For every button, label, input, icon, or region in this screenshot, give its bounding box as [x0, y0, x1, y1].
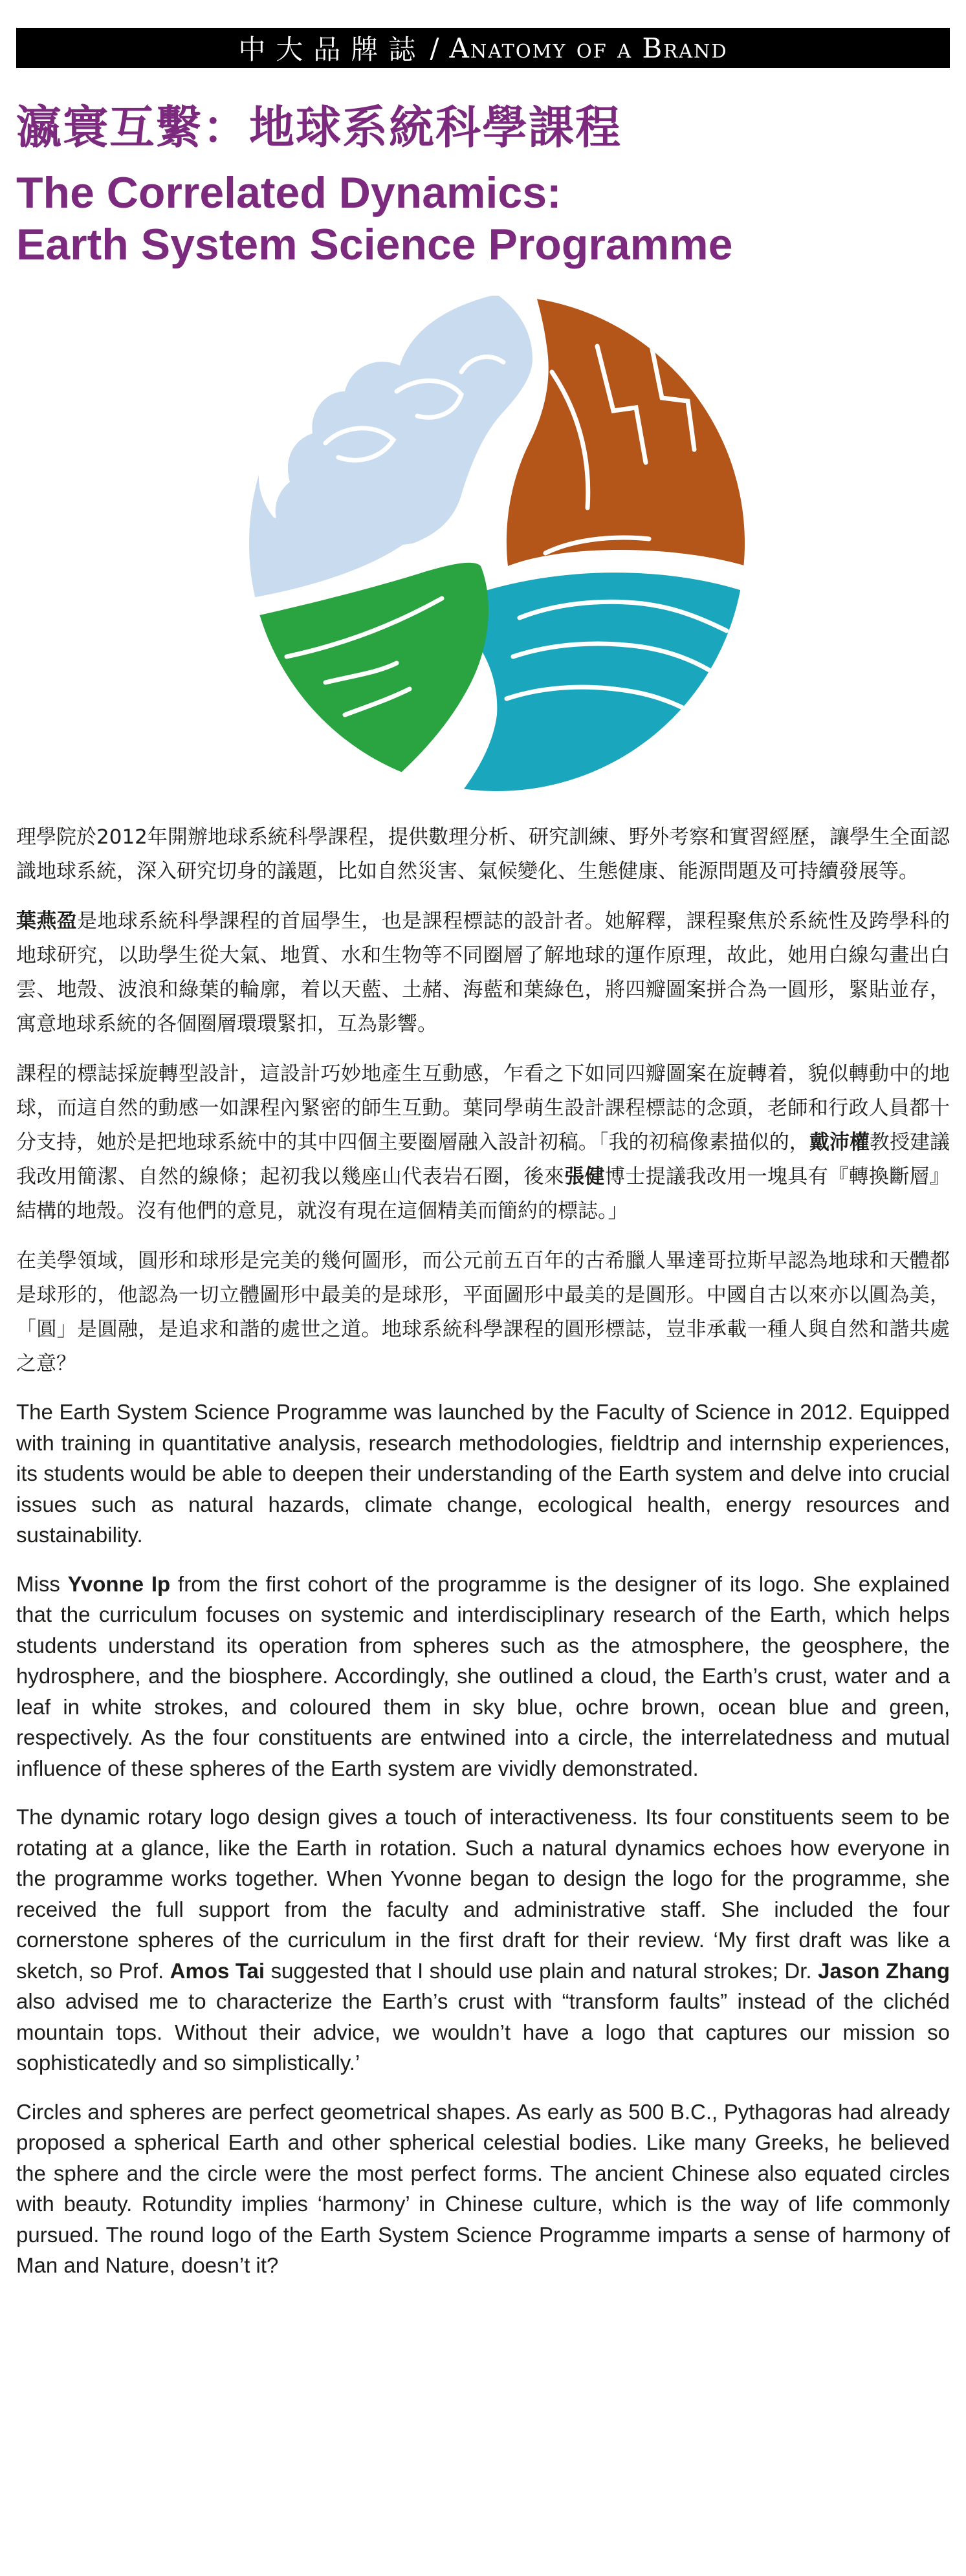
page-title-english: [16, 167, 732, 270]
professor-name-zh: 戴沛權: [809, 1131, 870, 1154]
designer-name-zh: 葉燕盈: [16, 910, 78, 933]
paragraph-zh-3-text-a: 課程的標誌採旋轉型設計，這設計巧妙地產生互動感，乍看之下如同四瓣圖案在旋轉着，貌似轉動中的地球，而這自然的動感一如課程內緊密的師生互動。葉同學萌生設計課程標誌的念頭，老師和行政人員都十分支持，她於是把地球系統中的其中四個主要圈層融入設計初稿。「我的初稿像素描似的，: [16, 1062, 950, 1154]
paragraph-zh-2: [16, 904, 950, 1042]
paragraph-en-2-text-b: from the first cohort of the programme is the designer of its logo. She explained that the curriculum focuses on systemic and interdisciplinary research of the Earth, which helps students understand its operation from spheres such as the atmosphere, the geosphere, the hydrosphere, and the biosphere. Accordingly, she outlined a cloud, the Earth’s crust, water and a leaf in white strokes, and coloured them in sky blue, ochre brown, ocean blue and green, respectively. As the four constituents are entwined into a circle, the interrelatedness and mutual influence of these spheres of the Earth system are vividly demonstrated.: [16, 1571, 950, 1780]
paragraph-en-3-text-b: suggested that I should use plain and natural strokes; Dr.: [265, 1958, 818, 1983]
paragraph-en-1: The Earth System Science Programme was launched by the Faculty of Science in 2012. Equipped with training in quantitative analysis, research methodologies, fieldtrip and internship experiences, its students would be able to deepen their understanding of the Earth system and delve into crucial issues such as natural hazards, climate change, ecological health, energy resources and sustainability.: [16, 1400, 950, 1547]
banner-chinese-title: 中大品牌誌: [238, 34, 426, 65]
leaf-shape: [248, 563, 488, 792]
doctor-name-en: Jason Zhang: [818, 1958, 950, 1983]
title-english-line2: Earth System Science Programme: [16, 220, 733, 269]
paragraph-zh-3-text-b: 教授建議我改用簡潔、自然的線條；起初我以幾座山代表岩石圈，後來: [16, 1131, 950, 1188]
paragraph-zh-1: 理學院於2012年開辦地球系統科學課程，提供數理分析、研究訓練、野外考察和實習經歷，讓學生全面認識地球系統，深入研究切身的議題，比如自然災害、氣候變化、生態健康、能源問題及可持續發展等。: [16, 825, 950, 883]
page-title-chinese: 瀛寰互繫：地球系統科學課程: [16, 101, 622, 154]
designer-name-en: Yvonne Ip: [67, 1571, 171, 1596]
section-banner: [16, 28, 950, 68]
paragraph-en-4: Circles and spheres are perfect geometrical shapes. As early as 500 B.C., Pythagoras had already proposed a spherical Earth and other spherical celestial bodies. Like many Greeks, he believed the sphere and the circle were the most perfect forms. The ancient Chinese also equated circles with beauty. Rotundity implies ‘harmony’ in Chinese culture, which is the way of life commonly pursued. The round logo of the Earth System Science Programme imparts a sense of harmony of Man and Nature, doesn’t it?: [16, 2099, 950, 2277]
paragraph-zh-2-text: 是地球系統科學課程的首屆學生，也是課程標誌的設計者。她解釋，課程聚焦於系統性及跨學科的地球研究，以助學生從大氣、地質、水和生物等不同圈層了解地球的運作原理，故此，她用白線勾畫出白雲、地殼、波浪和綠葉的輪廓，着以天藍、土赭、海藍和葉綠色，將四瓣圖案拼合為一圓形，緊貼並存，寓意地球系統的各個圈層環環緊扣，互為影響。: [16, 910, 950, 1036]
paragraph-en-3-text-c: also advised me to characterize the Earth’s crust with “transform faults” instead of the clichéd mountain tops. Without their advice, we wouldn’t have a logo that captures our mission so sophisticatedly and so simplistically.’: [16, 1989, 950, 2075]
paragraph-en-2: [16, 1569, 950, 1784]
paragraph-en-3: [16, 1802, 950, 2079]
paragraph-zh-3-text-c: 博士提議我改用一塊具有『轉換斷層』結構的地殼。沒有他們的意見，就沒有現在這個精美而簡約的標誌。」: [16, 1165, 950, 1223]
paragraph-en-2-text-a: Miss: [16, 1571, 68, 1596]
banner-separator: /: [430, 32, 441, 64]
water-shape: [461, 573, 746, 792]
earth-system-logo: [248, 294, 746, 792]
paragraph-en-3-text-a: The dynamic rotary logo design gives a touch of interactiveness. Its four constituents seem to be rotating at a glance, like the Earth in rotation. Such a natural dynamics echoes how everyone in the programme works together. When Yvonne began to design the logo for the programme, she received the full support from the faculty and administrative staff. She included the four cornerstone spheres of the curriculum in the first draft for their review. ‘My first draft was like a sketch, so Prof.: [16, 1805, 950, 1983]
article-body: [16, 820, 950, 2299]
earths-crust-shape: [507, 294, 746, 566]
paragraph-zh-4: 在美學領域，圓形和球形是完美的幾何圖形，而公元前五百年的古希臘人畢達哥拉斯早認為地球和天體都是球形的，他認為一切立體圖形中最美的是球形，平面圖形中最美的是圓形。中國自古以來亦以圓為美，「圓」是圓融，是追求和諧的處世之道。地球系統科學課程的圓形標誌，豈非承載一種人與自然和諧共處之意？: [16, 1249, 950, 1375]
professor-name-en: Amos Tai: [170, 1958, 265, 1983]
banner-english-title: Anatomy of a Brand: [449, 32, 728, 64]
paragraph-zh-3: [16, 1057, 950, 1228]
cloud-shape: [276, 294, 532, 547]
title-english-line1: The Correlated Dynamics:: [16, 168, 562, 217]
doctor-name-zh: 張健: [564, 1165, 605, 1188]
